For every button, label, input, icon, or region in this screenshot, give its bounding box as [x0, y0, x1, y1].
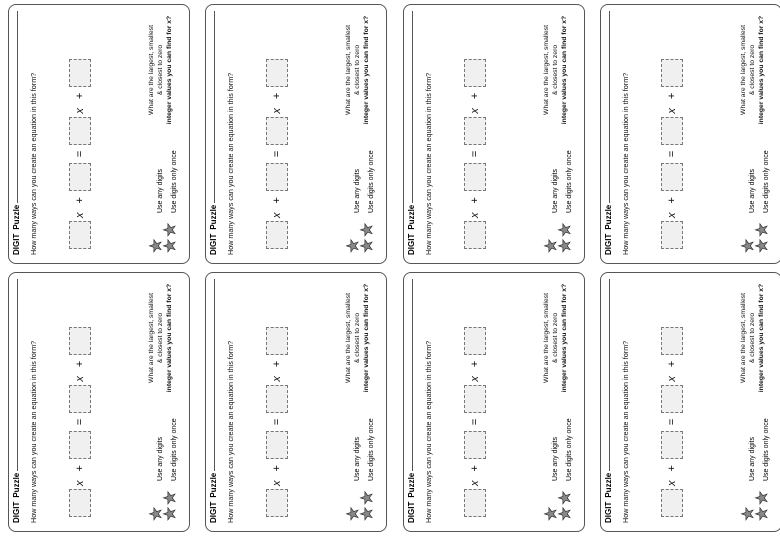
- card-content: [9, 5, 191, 265]
- digit-box[interactable]: [464, 59, 486, 87]
- digit-box[interactable]: [464, 117, 486, 145]
- variable-x: x: [271, 376, 283, 382]
- star-icon: ★: [754, 490, 771, 505]
- prompt-line-3: [757, 283, 766, 393]
- title-word-digit: DIGIT: [407, 501, 416, 523]
- prompt-line-2: & closest to zero: [354, 44, 361, 96]
- option-digits-once: Use digits only once: [368, 150, 375, 213]
- title-word-puzzle: Puzzle: [407, 472, 416, 498]
- equals-sign: =: [74, 150, 86, 158]
- star-icon: ★: [754, 238, 771, 253]
- prompt-line-1: What are the largest, smallest: [345, 25, 352, 115]
- digit-box[interactable]: [661, 327, 683, 355]
- star-icon: ★: [148, 238, 165, 253]
- digit-box[interactable]: [69, 327, 91, 355]
- prompt-line-3-text: integer values you can find for x?: [363, 15, 370, 125]
- question-text: How many ways can you create an equation in this form?: [621, 72, 630, 255]
- plus-sign: +: [469, 360, 481, 368]
- digit-box[interactable]: [266, 385, 288, 413]
- digit-box[interactable]: [464, 221, 486, 249]
- header-rule: [609, 279, 610, 481]
- prompt-line-1: What are the largest, smallest: [740, 25, 747, 115]
- card-title: [407, 203, 416, 257]
- star-icon: ★: [359, 222, 376, 237]
- prompt-line-2: & closest to zero: [749, 44, 756, 96]
- card-content: [601, 5, 780, 265]
- option-any-digits: Use any digits: [354, 437, 361, 481]
- option-any-digits: Use any digits: [157, 437, 164, 481]
- prompt-line-3-text: integer values you can find for x?: [758, 15, 765, 125]
- digit-box[interactable]: [661, 489, 683, 517]
- option-any-digits: Use any digits: [552, 437, 559, 481]
- prompt-line-1: What are the largest, smallest: [148, 293, 155, 383]
- plus-sign: +: [469, 92, 481, 100]
- equals-sign: =: [666, 418, 678, 426]
- header-rule: [412, 279, 413, 481]
- card-title: [12, 203, 21, 257]
- prompt-line-3-text: integer values you can find for x?: [363, 283, 370, 393]
- prompt-line-1: What are the largest, smallest: [543, 25, 550, 115]
- variable-x: x: [271, 480, 283, 486]
- variable-x: x: [666, 376, 678, 382]
- card-title: [604, 471, 613, 525]
- question-text: How many ways can you create an equation in this form?: [424, 340, 433, 523]
- digit-box[interactable]: [661, 221, 683, 249]
- title-word-digit: DIGIT: [209, 233, 218, 255]
- title-word-digit: DIGIT: [604, 501, 613, 523]
- card-content: [206, 5, 388, 265]
- title-word-puzzle: Puzzle: [209, 204, 218, 230]
- challenge-prompt: [147, 283, 174, 393]
- option-digits-once: Use digits only once: [566, 150, 573, 213]
- card-content: [601, 273, 780, 533]
- card-title: [12, 471, 21, 525]
- title-word-puzzle: Puzzle: [12, 204, 21, 230]
- equation-template: [266, 59, 288, 249]
- star-icon: ★: [359, 506, 376, 521]
- digit-box[interactable]: [464, 431, 486, 459]
- puzzle-card: [8, 4, 190, 264]
- digit-box[interactable]: [69, 221, 91, 249]
- card-content: [404, 5, 586, 265]
- variable-x: x: [74, 108, 86, 114]
- puzzle-card: [205, 272, 387, 532]
- digit-box[interactable]: [661, 117, 683, 145]
- prompt-line-1: What are the largest, smallest: [740, 293, 747, 383]
- plus-sign: +: [666, 92, 678, 100]
- equation-template: [661, 59, 683, 249]
- puzzle-card: [8, 272, 190, 532]
- challenge-prompt: [542, 15, 569, 125]
- plus-sign: +: [666, 465, 678, 472]
- option-any-digits: Use any digits: [749, 169, 756, 213]
- prompt-line-1: What are the largest, smallest: [345, 293, 352, 383]
- question-text: How many ways can you create an equation in this form?: [226, 72, 235, 255]
- option-digits-once: Use digits only once: [171, 418, 178, 481]
- title-word-digit: DIGIT: [407, 233, 416, 255]
- plus-sign: +: [666, 197, 678, 204]
- question-text: How many ways can you create an equation in this form?: [29, 340, 38, 523]
- star-icon: ★: [345, 506, 362, 521]
- puzzle-card: [600, 272, 780, 532]
- prompt-line-3: [165, 283, 174, 393]
- option-any-digits: Use any digits: [749, 437, 756, 481]
- plus-sign: +: [74, 465, 86, 472]
- star-icon: ★: [740, 238, 757, 253]
- puzzle-card: [205, 4, 387, 264]
- title-word-digit: DIGIT: [209, 501, 218, 523]
- challenge-prompt: [739, 283, 766, 393]
- question-text: How many ways can you create an equation in this form?: [29, 72, 38, 255]
- star-icon: ★: [740, 506, 757, 521]
- prompt-line-3-text: integer values you can find for x?: [166, 15, 173, 125]
- prompt-line-3-text: integer values you can find for x?: [561, 15, 568, 125]
- card-title: [209, 203, 218, 257]
- challenge-prompt: [542, 283, 569, 393]
- digit-box[interactable]: [266, 59, 288, 87]
- digit-box[interactable]: [661, 431, 683, 459]
- plus-sign: +: [74, 197, 86, 204]
- star-icon: ★: [162, 222, 179, 237]
- star-icon: ★: [162, 506, 179, 521]
- plus-sign: +: [271, 465, 283, 472]
- challenge-prompt: [147, 15, 174, 125]
- challenge-prompt: [344, 15, 371, 125]
- variable-x: x: [666, 212, 678, 218]
- title-word-puzzle: Puzzle: [604, 472, 613, 498]
- variable-x: x: [271, 108, 283, 114]
- digit-box[interactable]: [69, 385, 91, 413]
- prompt-line-2: & closest to zero: [354, 312, 361, 364]
- title-word-digit: DIGIT: [12, 501, 21, 523]
- plus-sign: +: [271, 197, 283, 204]
- card-title: [209, 471, 218, 525]
- option-digits-once: Use digits only once: [763, 418, 770, 481]
- header-rule: [17, 279, 18, 481]
- plus-sign: +: [469, 197, 481, 204]
- equation-template: [464, 59, 486, 249]
- title-word-digit: DIGIT: [604, 233, 613, 255]
- variable-x: x: [666, 480, 678, 486]
- star-icon: ★: [162, 238, 179, 253]
- equals-sign: =: [74, 418, 86, 426]
- star-icon: ★: [345, 238, 362, 253]
- question-text: How many ways can you create an equation in this form?: [424, 72, 433, 255]
- star-icon: ★: [148, 506, 165, 521]
- card-content: [9, 273, 191, 533]
- equals-sign: =: [469, 150, 481, 158]
- star-icon: ★: [557, 238, 574, 253]
- equals-sign: =: [666, 150, 678, 158]
- header-rule: [412, 11, 413, 213]
- option-any-digits: Use any digits: [354, 169, 361, 213]
- prompt-line-1: What are the largest, smallest: [148, 25, 155, 115]
- equals-sign: =: [271, 150, 283, 158]
- plus-sign: +: [271, 92, 283, 100]
- digit-box[interactable]: [266, 431, 288, 459]
- digit-box[interactable]: [464, 489, 486, 517]
- digit-box[interactable]: [266, 327, 288, 355]
- card-content: [404, 273, 586, 533]
- variable-x: x: [469, 108, 481, 114]
- digit-box[interactable]: [69, 489, 91, 517]
- challenge-prompt: [739, 15, 766, 125]
- card-title: [407, 471, 416, 525]
- title-word-puzzle: Puzzle: [604, 204, 613, 230]
- star-icon: ★: [754, 506, 771, 521]
- puzzle-card: [403, 4, 585, 264]
- prompt-line-3: [560, 15, 569, 125]
- header-rule: [214, 11, 215, 213]
- digit-box[interactable]: [69, 431, 91, 459]
- digit-box[interactable]: [464, 163, 486, 191]
- equation-template: [266, 327, 288, 517]
- equals-sign: =: [469, 418, 481, 426]
- title-word-puzzle: Puzzle: [209, 472, 218, 498]
- option-digits-once: Use digits only once: [171, 150, 178, 213]
- digit-box[interactable]: [69, 117, 91, 145]
- digit-box[interactable]: [266, 163, 288, 191]
- plus-sign: +: [666, 360, 678, 368]
- variable-x: x: [74, 376, 86, 382]
- puzzle-card: [600, 4, 780, 264]
- question-text: How many ways can you create an equation in this form?: [226, 340, 235, 523]
- equation-template: [464, 327, 486, 517]
- star-icon: ★: [557, 222, 574, 237]
- digit-box[interactable]: [69, 59, 91, 87]
- variable-x: x: [469, 480, 481, 486]
- prompt-line-2: & closest to zero: [749, 312, 756, 364]
- option-any-digits: Use any digits: [552, 169, 559, 213]
- prompt-line-3: [165, 15, 174, 125]
- star-icon: ★: [754, 222, 771, 237]
- digit-box[interactable]: [661, 385, 683, 413]
- title-word-digit: DIGIT: [12, 233, 21, 255]
- prompt-line-2: & closest to zero: [552, 44, 559, 96]
- star-icon: ★: [557, 490, 574, 505]
- star-icon: ★: [359, 238, 376, 253]
- variable-x: x: [271, 212, 283, 218]
- variable-x: x: [74, 480, 86, 486]
- prompt-line-3: [560, 283, 569, 393]
- header-rule: [17, 11, 18, 213]
- title-word-puzzle: Puzzle: [12, 472, 21, 498]
- prompt-line-3: [362, 15, 371, 125]
- star-icon: ★: [162, 490, 179, 505]
- variable-x: x: [469, 376, 481, 382]
- prompt-line-3: [757, 15, 766, 125]
- option-any-digits: Use any digits: [157, 169, 164, 213]
- digit-box[interactable]: [266, 221, 288, 249]
- digit-box[interactable]: [266, 489, 288, 517]
- star-icon: ★: [543, 506, 560, 521]
- plus-sign: +: [469, 465, 481, 472]
- equals-sign: =: [271, 418, 283, 426]
- plus-sign: +: [74, 360, 86, 368]
- digit-box[interactable]: [69, 163, 91, 191]
- question-text: How many ways can you create an equation in this form?: [621, 340, 630, 523]
- equation-template: [69, 327, 91, 517]
- prompt-line-3-text: integer values you can find for x?: [758, 283, 765, 393]
- card-content: [206, 273, 388, 533]
- prompt-line-2: & closest to zero: [552, 312, 559, 364]
- variable-x: x: [74, 212, 86, 218]
- prompt-line-1: What are the largest, smallest: [543, 293, 550, 383]
- prompt-line-2: & closest to zero: [157, 312, 164, 364]
- prompt-line-2: & closest to zero: [157, 44, 164, 96]
- plus-sign: +: [271, 360, 283, 368]
- digit-box[interactable]: [661, 163, 683, 191]
- equation-template: [69, 59, 91, 249]
- option-digits-once: Use digits only once: [763, 150, 770, 213]
- star-icon: ★: [557, 506, 574, 521]
- card-title: [604, 203, 613, 257]
- puzzle-card: [403, 272, 585, 532]
- digit-box[interactable]: [464, 385, 486, 413]
- digit-box[interactable]: [464, 327, 486, 355]
- digit-box[interactable]: [661, 59, 683, 87]
- prompt-line-3: [362, 283, 371, 393]
- option-digits-once: Use digits only once: [368, 418, 375, 481]
- prompt-line-3-text: integer values you can find for x?: [561, 283, 568, 393]
- prompt-line-3-text: integer values you can find for x?: [166, 283, 173, 393]
- plus-sign: +: [74, 92, 86, 100]
- variable-x: x: [666, 108, 678, 114]
- star-icon: ★: [543, 238, 560, 253]
- challenge-prompt: [344, 283, 371, 393]
- header-rule: [609, 11, 610, 213]
- title-word-puzzle: Puzzle: [407, 204, 416, 230]
- equation-template: [661, 327, 683, 517]
- option-digits-once: Use digits only once: [566, 418, 573, 481]
- digit-box[interactable]: [266, 117, 288, 145]
- star-icon: ★: [359, 490, 376, 505]
- variable-x: x: [469, 212, 481, 218]
- header-rule: [214, 279, 215, 481]
